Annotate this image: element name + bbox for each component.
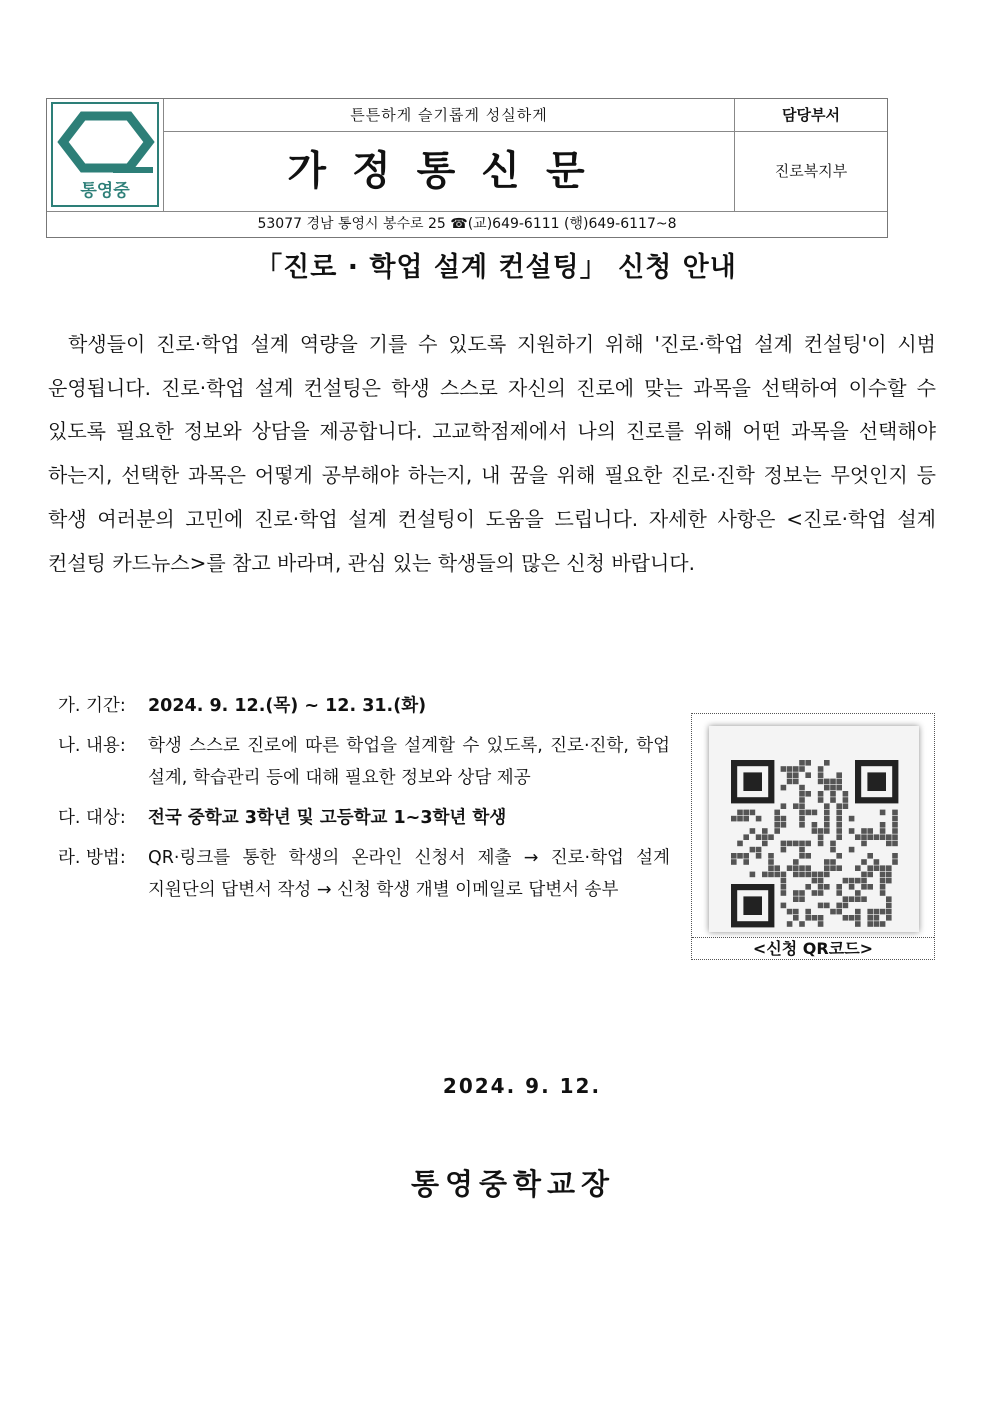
item-label: 가. 기간:	[58, 696, 126, 716]
item-value: 전국 중학교 3학년 및 고등학교 1~3학년 학생	[148, 808, 507, 828]
detail-list	[58, 690, 670, 914]
principal-signature: 통영중학교장	[410, 1167, 616, 1201]
qr-code-image[interactable]	[709, 726, 919, 932]
list-item-target	[58, 802, 670, 834]
list-item-method	[58, 842, 670, 906]
item-value: 2024. 9. 12.(목) ~ 12. 31.(화)	[148, 696, 427, 716]
qr-code-icon	[709, 726, 919, 932]
qr-caption: <신청 QR코드>	[692, 937, 934, 959]
body-paragraph: 학생들이 진로·학업 설계 역량을 기를 수 있도록 지원하기 위해 '진로·학업 설계 컨설팅'이 시범 운영됩니다. 진로·학업 설계 컨설팅은 학생 스스로 자신의 진로에 맞는 과목을 선택하여 이수할 수 있도록 필요한 정보와 상담을 제공합니다. 고교학점제에서 나의 진로를 위해 어떤 과목을 선택해야 하는지, 선택한 과목은 어떻게 공부해야 하는지, 내 꿈을 위해 필요한 진로·진학 정보는 무엇인지 등 학생 여러분의 고민에 진로·학업 설계 컨설팅이 도움을 드립니다. 자세한 사항은 <진로·학업 설계 컨설팅 카드뉴스>를 참고 바라며, 관심 있는 학생들의 많은 신청 바랍니다.	[48, 332, 936, 575]
issue-date: 2024. 9. 12.	[442, 1074, 602, 1098]
school-emblem-icon	[53, 104, 157, 205]
newsletter-title: 가정통신문	[287, 148, 611, 194]
item-value: 학생 스스로 진로에 따른 학업을 설계할 수 있도록, 진로·진학, 학업 설계, 학습관리 등에 대해 필요한 정보와 상담 제공	[148, 736, 670, 788]
school-address: 53077 경남 통영시 봉수로 25 ☎(교)649-6111 (행)649-6117~8	[47, 211, 887, 237]
school-motto: 튼튼하게 슬기롭게 성실하게	[164, 99, 734, 132]
document-title: 「진로 · 학업 설계 컨설팅」 신청 안내	[255, 252, 737, 283]
qr-code-box	[691, 713, 935, 960]
header-table	[46, 98, 888, 238]
item-value: QR·링크를 통한 학생의 온라인 신청서 제출 → 진로·학업 설계 지원단의 답변서 작성 → 신청 학생 개별 이메일로 답변서 송부	[148, 848, 670, 900]
item-label: 라. 방법:	[58, 848, 126, 868]
dept-value: 진로복지부	[734, 132, 887, 211]
logo-cell	[47, 99, 164, 211]
logo-text: 통영중	[80, 181, 130, 201]
list-item-period	[58, 690, 670, 722]
dept-label: 담당부서	[734, 99, 887, 132]
item-label: 다. 대상:	[58, 808, 126, 828]
school-logo	[51, 102, 159, 207]
item-label: 나. 내용:	[58, 736, 126, 756]
list-item-content	[58, 730, 670, 794]
